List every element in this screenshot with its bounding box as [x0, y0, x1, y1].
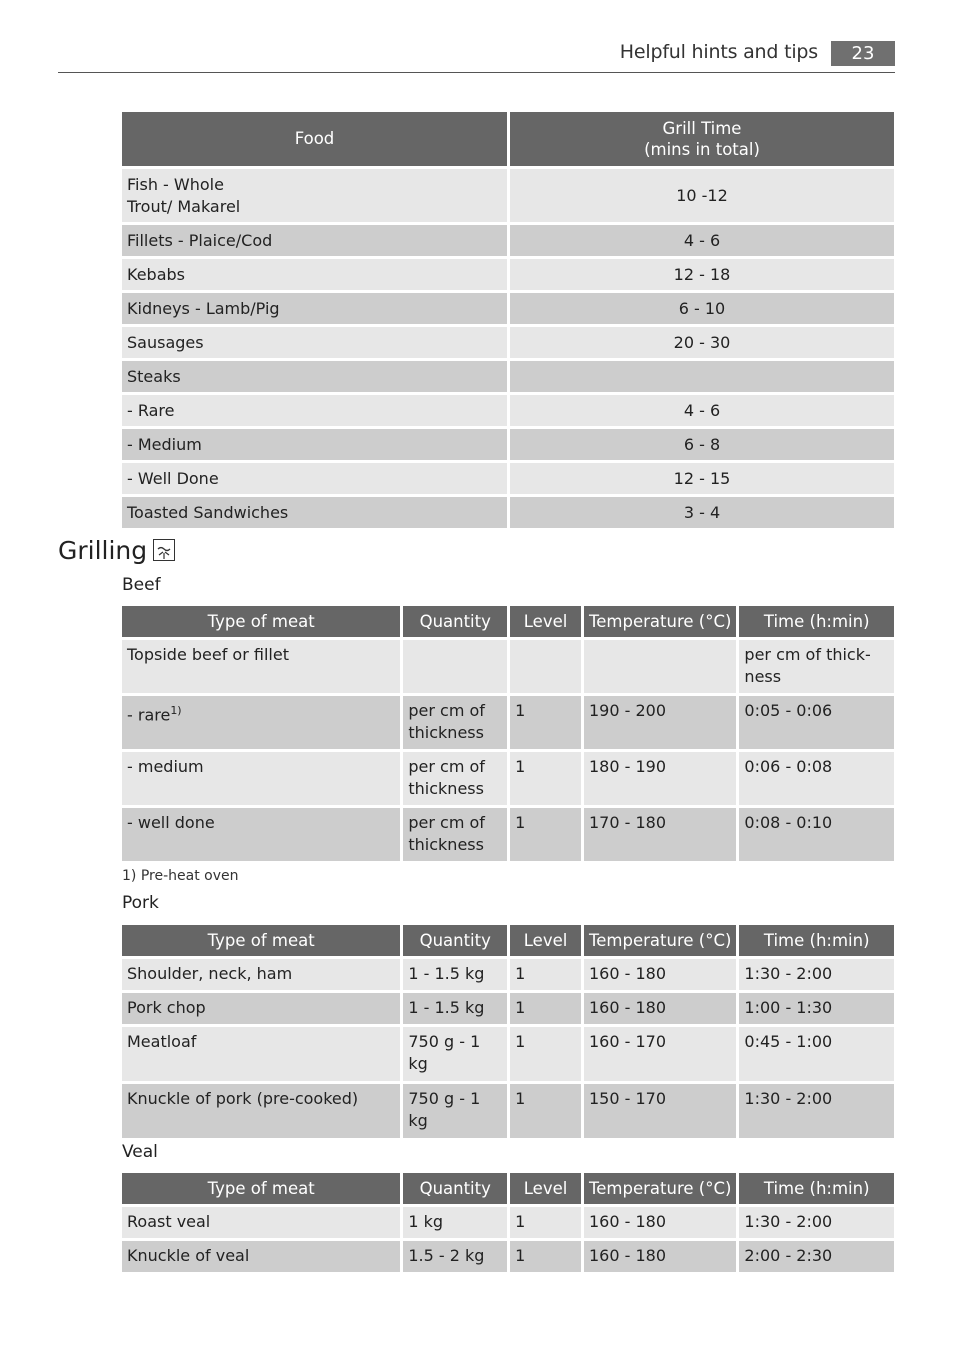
veal-label: Veal: [122, 1142, 158, 1162]
temperature-text: 170 - 180: [589, 813, 667, 832]
table-row: [122, 1241, 894, 1272]
temperature-cell: [584, 1084, 736, 1138]
food-cell: Sausages: [122, 327, 507, 358]
type-of-meat-text: - well done: [127, 813, 215, 832]
time-cell: [739, 1027, 894, 1081]
level-cell: [510, 1027, 581, 1081]
table-row: [122, 696, 894, 749]
time-text: 0:06 - 0:08: [744, 757, 833, 776]
table-row: [122, 1084, 894, 1138]
temperature-text: 160 - 180: [589, 1212, 667, 1231]
col-header-temperature: Temperature (°C): [584, 1173, 736, 1204]
type-of-meat-text: Pork chop: [127, 998, 206, 1017]
page-header: [58, 38, 895, 73]
grill-time-cell: 4 - 6: [510, 395, 894, 426]
table-row: [122, 959, 894, 990]
quantity-cell: [403, 959, 507, 990]
level-cell: [510, 696, 581, 749]
level-cell: [510, 640, 581, 693]
time-cell: [739, 696, 894, 749]
table-row: [122, 752, 894, 805]
grill-icon: [153, 539, 175, 561]
food-cell: Kidneys - Lamb/Pig: [122, 293, 507, 324]
temperature-cell: [584, 993, 736, 1024]
table-row: [122, 169, 894, 222]
quantity-text: 1 kg: [408, 1212, 444, 1231]
level-text: 1: [515, 757, 526, 776]
table-row: [122, 429, 894, 460]
temperature-text: 160 - 180: [589, 964, 667, 983]
beef-footnote: 1) Pre-heat oven: [122, 868, 239, 884]
grill-time-cell: 12 - 15: [510, 463, 894, 494]
beef-label: Beef: [122, 575, 161, 595]
type-of-meat-text: - medium: [127, 757, 204, 776]
time-text: per cm of thick- ness: [744, 645, 871, 686]
type-of-meat-cell: [122, 1207, 400, 1238]
quantity-cell: [403, 1084, 507, 1138]
time-text: 1:30 - 2:00: [744, 1089, 833, 1108]
grill-time-cell: 4 - 6: [510, 225, 894, 256]
food-cell: - Rare: [122, 395, 507, 426]
food-cell: Toasted Sandwiches: [122, 497, 507, 528]
time-cell: [739, 1207, 894, 1238]
table-row: [122, 463, 894, 494]
food-cell: Fish - Whole Trout/ Makarel: [122, 169, 507, 222]
temperature-cell: [584, 1027, 736, 1081]
type-of-meat-text: Shoulder, neck, ham: [127, 964, 293, 983]
grill-time-cell: 6 - 8: [510, 429, 894, 460]
type-of-meat-cell: [122, 640, 400, 693]
time-cell: [739, 808, 894, 861]
col-header-level: Level: [510, 606, 581, 637]
table-row: [122, 293, 894, 324]
temperature-text: 150 - 170: [589, 1089, 667, 1108]
table-row: [122, 361, 894, 392]
quantity-text: 750 g - 1 kg: [408, 1032, 481, 1073]
quantity-text: 750 g - 1 kg: [408, 1089, 481, 1130]
type-of-meat-cell: [122, 1241, 400, 1272]
pork-label: Pork: [122, 893, 159, 913]
grilling-heading: [58, 536, 175, 565]
level-text: 1: [515, 813, 526, 832]
section-title: Helpful hints and tips: [619, 41, 818, 63]
temperature-text: 160 - 170: [589, 1032, 667, 1051]
type-of-meat-cell: [122, 993, 400, 1024]
level-cell: [510, 752, 581, 805]
level-text: 1: [515, 1032, 526, 1051]
time-cell: [739, 1084, 894, 1138]
level-cell: [510, 808, 581, 861]
quantity-text: per cm of thickness: [408, 757, 485, 798]
pork-table: [119, 922, 897, 1141]
type-of-meat-text: - rare: [127, 705, 171, 725]
table-row: [122, 225, 894, 256]
level-text: 1: [515, 1212, 526, 1231]
time-cell: [739, 993, 894, 1024]
page-number: 23: [831, 41, 895, 66]
col-header-temperature: Temperature (°C): [584, 606, 736, 637]
col-header-time: Time (h:min): [739, 606, 894, 637]
time-text: 0:05 - 0:06: [744, 701, 833, 720]
col-header-grill-time: Grill Time (mins in total): [510, 112, 894, 166]
table-row: [122, 993, 894, 1024]
beef-table: [119, 603, 897, 864]
grill-time-cell: 6 - 10: [510, 293, 894, 324]
food-cell: - Well Done: [122, 463, 507, 494]
quantity-text: 1.5 - 2 kg: [408, 1246, 485, 1265]
temperature-text: 160 - 180: [589, 1246, 667, 1265]
grilling-title: Grilling: [58, 536, 148, 565]
temperature-cell: [584, 959, 736, 990]
type-of-meat-text: Knuckle of pork (pre-cooked): [127, 1089, 359, 1108]
col-header-time: Time (h:min): [739, 925, 894, 956]
type-of-meat-cell: [122, 752, 400, 805]
table-row: [122, 640, 894, 693]
quantity-text: per cm of thickness: [408, 813, 485, 854]
table-row: [122, 327, 894, 358]
col-header-type-of-meat: Type of meat: [122, 925, 400, 956]
grill-time-cell: 3 - 4: [510, 497, 894, 528]
grill-time-cell: 20 - 30: [510, 327, 894, 358]
quantity-cell: [403, 752, 507, 805]
quantity-cell: [403, 696, 507, 749]
quantity-text: per cm of thickness: [408, 701, 485, 742]
col-header-quantity: Quantity: [403, 606, 507, 637]
time-text: 1:30 - 2:00: [744, 1212, 833, 1231]
header-row: [122, 925, 894, 956]
time-text: 0:45 - 1:00: [744, 1032, 833, 1051]
col-header-quantity: Quantity: [403, 925, 507, 956]
temperature-cell: [584, 752, 736, 805]
footnote-marker: 1): [170, 704, 182, 717]
level-text: 1: [515, 964, 526, 983]
time-text: 1:00 - 1:30: [744, 998, 833, 1017]
quantity-text: 1 - 1.5 kg: [408, 964, 485, 983]
type-of-meat-text: Meatloaf: [127, 1032, 197, 1051]
level-text: 1: [515, 701, 526, 720]
time-text: 0:08 - 0:10: [744, 813, 833, 832]
temperature-text: 190 - 200: [589, 701, 667, 720]
type-of-meat-cell: [122, 808, 400, 861]
quantity-text: 1 - 1.5 kg: [408, 998, 485, 1017]
col-header-level: Level: [510, 1173, 581, 1204]
time-text: 1:30 - 2:00: [744, 964, 833, 983]
type-of-meat-text: Knuckle of veal: [127, 1246, 250, 1265]
time-cell: [739, 1241, 894, 1272]
level-text: 1: [515, 1246, 526, 1265]
level-text: 1: [515, 998, 526, 1017]
temperature-cell: [584, 640, 736, 693]
grill-time-cell: 10 -12: [510, 169, 894, 222]
col-header-level: Level: [510, 925, 581, 956]
col-header-food: Food: [122, 112, 507, 166]
level-text: 1: [515, 1089, 526, 1108]
table-row: [122, 259, 894, 290]
time-cell: [739, 752, 894, 805]
table-row: [122, 395, 894, 426]
table-row: [122, 497, 894, 528]
quantity-cell: [403, 1207, 507, 1238]
food-cell: Kebabs: [122, 259, 507, 290]
type-of-meat-cell: [122, 1084, 400, 1138]
col-header-temperature: Temperature (°C): [584, 925, 736, 956]
level-cell: [510, 1207, 581, 1238]
col-header-quantity: Quantity: [403, 1173, 507, 1204]
time-cell: [739, 640, 894, 693]
type-of-meat-cell: [122, 696, 400, 749]
temperature-cell: [584, 696, 736, 749]
quantity-cell: [403, 640, 507, 693]
level-cell: [510, 1241, 581, 1272]
veal-table: [119, 1170, 897, 1275]
quantity-cell: [403, 993, 507, 1024]
quantity-cell: [403, 1027, 507, 1081]
temperature-cell: [584, 1207, 736, 1238]
table-row: [122, 1027, 894, 1081]
grill-time-cell: 12 - 18: [510, 259, 894, 290]
quantity-cell: [403, 808, 507, 861]
temperature-cell: [584, 808, 736, 861]
header-row: [122, 606, 894, 637]
header-row: [122, 1173, 894, 1204]
food-cell: Steaks: [122, 361, 507, 392]
food-cell: Fillets - Plaice/Cod: [122, 225, 507, 256]
food-cell: - Medium: [122, 429, 507, 460]
level-cell: [510, 1084, 581, 1138]
time-text: 2:00 - 2:30: [744, 1246, 833, 1265]
temperature-text: 160 - 180: [589, 998, 667, 1017]
level-cell: [510, 993, 581, 1024]
table-row: [122, 1207, 894, 1238]
type-of-meat-text: Roast veal: [127, 1212, 211, 1231]
temperature-text: 180 - 190: [589, 757, 667, 776]
grill-time-cell: [510, 361, 894, 392]
type-of-meat-cell: [122, 1027, 400, 1081]
col-header-type-of-meat: Type of meat: [122, 606, 400, 637]
col-header-time: Time (h:min): [739, 1173, 894, 1204]
col-header-type-of-meat: Type of meat: [122, 1173, 400, 1204]
grill-time-table: [119, 109, 897, 531]
time-cell: [739, 959, 894, 990]
table-row: [122, 808, 894, 861]
quantity-cell: [403, 1241, 507, 1272]
type-of-meat-cell: [122, 959, 400, 990]
type-of-meat-text: Topside beef or fillet: [127, 645, 289, 664]
temperature-cell: [584, 1241, 736, 1272]
level-cell: [510, 959, 581, 990]
